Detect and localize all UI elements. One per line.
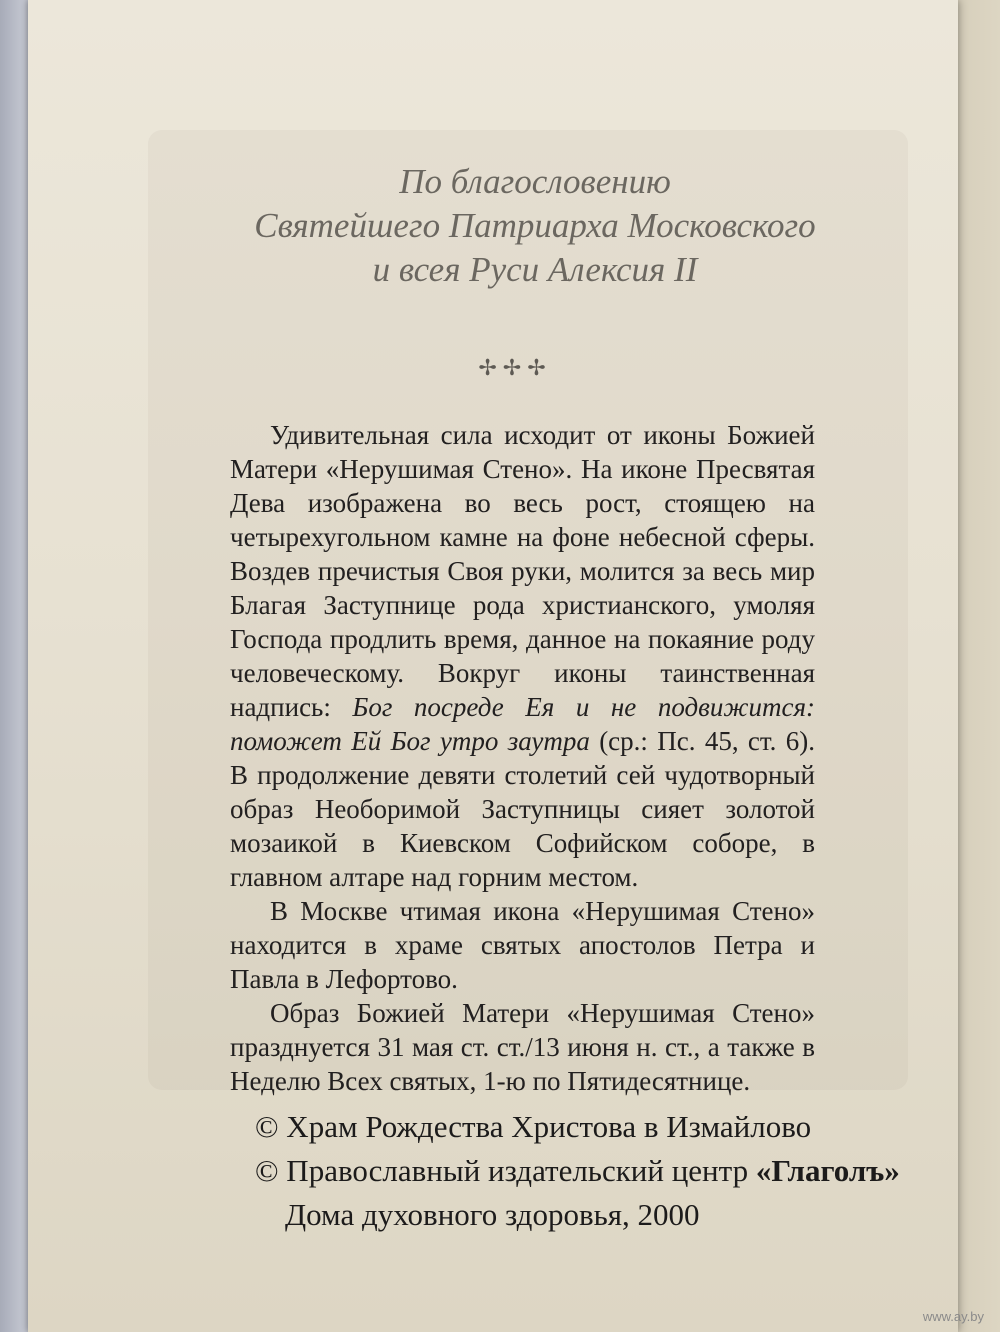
paragraph-1-end: (ср.: Пс. 45, ст. 6). В продолжение девяти столетий сей чудотворный образ Необоримой Заступницы сияет золотой мозаикой в Киевском Софийском соборе, в главном алтаре над горним местом. [230,726,815,892]
scripture-quote: Бог посреде Ея и не подвижится: поможет Ей Бог утро заутра [230,692,815,756]
copyright-line-3: Дома духовного здоровья, 2000 [285,1197,700,1232]
copyright-imprint [255,1105,935,1237]
blessing-line-3: и всея Руси Алексия II [372,250,698,289]
paragraph-1 [230,418,815,894]
copyright-line-2-prefix: © Православный издательский центр [255,1153,756,1188]
blessing-heading [230,160,840,292]
site-watermark: www.ay.by [922,1309,984,1324]
copyright-line-1: © Храм Рождества Христова в Измайлово [255,1109,812,1144]
icon-description [230,418,815,1098]
copyright-line-2 [255,1149,935,1193]
blessing-line-2: Святейшего Патриарха Московского [254,206,816,245]
paragraph-3: Образ Божией Матери «Нерушимая Стено» празднуется 31 мая ст. ст./13 июня н. ст., а также в Неделю Всех святых, 1-ю по Пятидесятнице. [230,998,815,1096]
paragraph-1-start: Удивительная сила исходит от иконы Божией Матери «Нерушимая Стено». На иконе Пресвятая Дева изображена во весь рост, стоящею на четырехугольном камне на фоне небесной сферы. Воздев пречистыя Своя руки, молится за весь мир Благая Заступнице рода христианского, умоляя Господа продлить время, данное на покаяние роду человеческому. Вокруг иконы таинственная надпись: [230,420,815,722]
blessing-line-1: По благословению [399,162,671,201]
paragraph-2: В Москве чтимая икона «Нерушимая Стено» находится в храме святых апостолов Петра и Павла в Лефортово. [230,896,815,994]
publisher-name: «Глаголъ» [755,1153,900,1188]
cross-ornament: ✢✢✢ [478,355,552,380]
